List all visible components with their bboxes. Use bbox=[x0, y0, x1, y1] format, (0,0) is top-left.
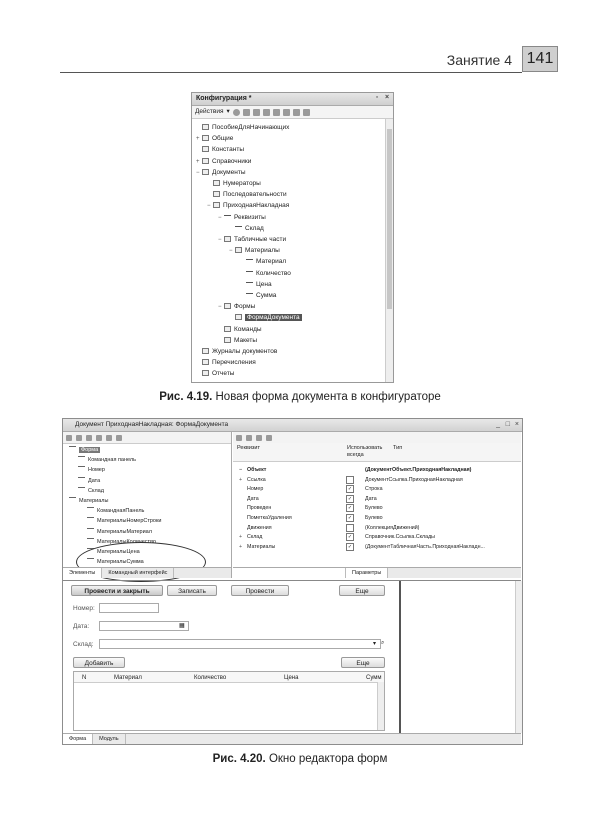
form-scrollbar[interactable] bbox=[515, 581, 522, 733]
element-icon bbox=[78, 477, 85, 481]
element-item[interactable] bbox=[78, 477, 100, 486]
tree-item-label: ПриходнаяНакладная bbox=[223, 202, 290, 210]
edit-icon[interactable] bbox=[76, 435, 82, 441]
tree-item[interactable] bbox=[240, 256, 286, 267]
caption-label: Рис. 4.19. bbox=[159, 391, 213, 403]
attribute-type: ДокументСсылка.ПриходнаяНакладная bbox=[365, 476, 463, 483]
object-icon bbox=[202, 124, 209, 130]
attribute-name-cell bbox=[239, 476, 266, 486]
element-item[interactable] bbox=[87, 517, 161, 526]
tree-item[interactable] bbox=[240, 279, 272, 290]
attribute-name-cell bbox=[239, 504, 271, 514]
use-always-cell bbox=[337, 514, 363, 524]
attribute-type: (ДокументОбъект.ПриходнаяНакладная) bbox=[365, 467, 472, 473]
object-icon bbox=[235, 314, 242, 320]
attribute-name: Материалы bbox=[247, 543, 276, 550]
object-icon bbox=[213, 180, 220, 186]
tree-item-label: Общие bbox=[212, 135, 234, 143]
element-item[interactable] bbox=[78, 456, 136, 465]
form-preview-pane bbox=[63, 580, 521, 744]
object-icon bbox=[202, 146, 209, 152]
attribute-name-cell bbox=[239, 514, 292, 524]
tree-item-label: Справочники bbox=[212, 157, 252, 165]
tree-item[interactable] bbox=[218, 234, 286, 245]
minimize-icon[interactable]: _ bbox=[496, 421, 500, 428]
close-icon[interactable]: × bbox=[514, 421, 519, 428]
object-icon bbox=[213, 191, 220, 197]
add-icon[interactable] bbox=[66, 435, 72, 441]
attribute-icon bbox=[246, 271, 253, 274]
use-always-cell bbox=[337, 495, 363, 505]
configuration-toolbar bbox=[192, 106, 393, 119]
post-button[interactable]: Провести bbox=[231, 585, 289, 596]
date-label: Дата: bbox=[73, 623, 90, 630]
sort-icon[interactable] bbox=[293, 109, 300, 116]
attribute-name-cell bbox=[239, 533, 262, 543]
object-icon bbox=[202, 158, 209, 164]
header-rule bbox=[60, 72, 522, 73]
tree-item-label: Константы bbox=[212, 146, 244, 154]
tree-item-label: Журналы документов bbox=[212, 348, 278, 355]
tree-item[interactable] bbox=[218, 212, 266, 223]
object-icon bbox=[224, 337, 231, 343]
element-label: Дата bbox=[88, 477, 101, 484]
add-icon[interactable] bbox=[236, 435, 242, 441]
module-tabs bbox=[63, 733, 521, 744]
expand-toggle-icon[interactable]: + bbox=[239, 543, 243, 550]
page-header bbox=[60, 46, 560, 74]
number-field[interactable] bbox=[99, 603, 159, 613]
tree-item[interactable] bbox=[229, 312, 302, 323]
tree-item[interactable] bbox=[229, 245, 280, 256]
tree-item-label: Команды bbox=[234, 325, 262, 333]
attribute-row[interactable] bbox=[233, 543, 521, 553]
element-icon bbox=[87, 528, 94, 532]
element-label: Форма bbox=[81, 447, 99, 453]
use-always-checkbox[interactable]: ✓ bbox=[347, 543, 353, 550]
attribute-row[interactable] bbox=[233, 466, 521, 476]
attribute-icon bbox=[246, 293, 253, 296]
tree-item[interactable] bbox=[196, 368, 234, 379]
configuration-title-bar bbox=[192, 93, 393, 106]
use-always-checkbox[interactable]: ✓ bbox=[347, 515, 353, 521]
tree-item-label: Материал bbox=[256, 258, 287, 266]
tree-item[interactable] bbox=[207, 178, 261, 189]
number-label: Номер: bbox=[73, 605, 95, 612]
attribute-name: Проведен bbox=[247, 505, 272, 512]
element-icon bbox=[87, 507, 94, 511]
column-material: Материал bbox=[114, 675, 142, 681]
element-icon bbox=[78, 466, 85, 470]
tree-item-label: Количество bbox=[256, 269, 291, 277]
object-icon bbox=[224, 326, 231, 332]
use-always-checkbox[interactable]: ✓ bbox=[347, 486, 353, 493]
tree-item[interactable] bbox=[196, 346, 277, 357]
tree-item-label: Материалы bbox=[245, 247, 280, 255]
elements-tabs bbox=[63, 567, 231, 578]
attribute-row[interactable] bbox=[233, 485, 521, 495]
element-item[interactable] bbox=[87, 507, 144, 516]
attributes-pane bbox=[233, 432, 521, 578]
attribute-icon bbox=[246, 259, 253, 262]
actions-menu[interactable]: Действия bbox=[195, 108, 224, 115]
attribute-name: Объект bbox=[247, 467, 267, 473]
tree-item-label: Макеты bbox=[234, 336, 258, 344]
add-row-button[interactable]: Добавить bbox=[73, 657, 125, 668]
element-icon bbox=[87, 538, 94, 542]
menu-icon[interactable] bbox=[116, 435, 122, 441]
use-always-cell bbox=[337, 533, 363, 543]
expand-toggle-icon[interactable]: + bbox=[239, 476, 243, 483]
element-item[interactable] bbox=[69, 497, 108, 506]
attribute-name: Ссылка bbox=[247, 476, 266, 483]
attribute-type: Булево bbox=[365, 505, 383, 512]
tree-item[interactable] bbox=[218, 335, 257, 346]
tree-item-label: Склад bbox=[245, 224, 264, 232]
tree-item[interactable] bbox=[207, 189, 287, 200]
form-editor-title: Документ ПриходнаяНакладная: ФормаДокумента bbox=[75, 421, 229, 428]
tree-item[interactable] bbox=[196, 156, 251, 167]
tree-item[interactable] bbox=[196, 167, 246, 178]
tree-item[interactable] bbox=[196, 133, 233, 144]
tree-item-label: Документы bbox=[212, 168, 246, 176]
object-icon bbox=[202, 348, 209, 354]
figure-caption-4-20 bbox=[0, 753, 600, 765]
tree-item[interactable] bbox=[196, 122, 289, 133]
tree-item[interactable] bbox=[207, 200, 289, 211]
elements-toolbar bbox=[63, 432, 231, 444]
use-always-checkbox[interactable] bbox=[346, 476, 354, 484]
write-button[interactable]: Записать bbox=[167, 585, 217, 596]
dropdown-icon[interactable]: ▾ bbox=[226, 108, 230, 115]
expand-toggle-icon[interactable]: + bbox=[239, 534, 243, 541]
attribute-row[interactable] bbox=[233, 533, 521, 543]
expand-toggle-icon[interactable]: − bbox=[218, 304, 222, 311]
attribute-name: Движения bbox=[247, 524, 272, 531]
configuration-window bbox=[191, 92, 394, 383]
element-label: Командная панель bbox=[88, 457, 136, 464]
more-button-table[interactable]: Еще bbox=[341, 657, 385, 668]
element-label: МатериалыМатериал bbox=[97, 528, 152, 535]
use-always-checkbox[interactable] bbox=[346, 524, 354, 532]
tree-item-label: Перечисления bbox=[212, 359, 256, 367]
object-icon bbox=[202, 169, 209, 175]
delete-icon[interactable] bbox=[266, 435, 272, 441]
attributes-header bbox=[233, 443, 521, 462]
tree-item[interactable] bbox=[229, 223, 264, 234]
column-n: N bbox=[82, 675, 87, 681]
edit-icon[interactable] bbox=[256, 435, 262, 441]
tree-item-label: Сумма bbox=[256, 292, 277, 299]
lesson-title: Занятие 4 bbox=[446, 52, 512, 68]
attribute-name-cell bbox=[239, 495, 259, 505]
post-and-close-button[interactable]: Провести и закрыть bbox=[71, 585, 163, 596]
warehouse-field[interactable] bbox=[99, 639, 381, 649]
expand-toggle-icon[interactable]: − bbox=[239, 467, 243, 473]
maximize-icon[interactable]: □ bbox=[505, 421, 510, 428]
element-item[interactable] bbox=[78, 466, 105, 475]
tree-item-label: ФормаДокумента bbox=[247, 314, 300, 322]
element-item[interactable] bbox=[69, 446, 100, 455]
column-price: Цена bbox=[284, 675, 299, 681]
element-label: КоманднаяПанель bbox=[97, 508, 145, 515]
tree-item[interactable] bbox=[240, 268, 291, 279]
attribute-type: Строка bbox=[365, 486, 383, 493]
tree-item[interactable] bbox=[218, 324, 262, 335]
tree-item-label: Нумераторы bbox=[223, 180, 261, 187]
use-always-cell bbox=[337, 524, 363, 534]
expand-toggle-icon[interactable]: − bbox=[218, 214, 222, 221]
attribute-icon bbox=[235, 226, 242, 229]
vertical-scrollbar[interactable] bbox=[385, 119, 393, 382]
tree-item-label: ПособиеДляНачинающих bbox=[212, 124, 290, 131]
use-always-cell bbox=[337, 476, 363, 486]
delete-icon[interactable] bbox=[86, 435, 92, 441]
configuration-title: Конфигурация * bbox=[196, 95, 252, 102]
tree-item[interactable] bbox=[218, 301, 255, 312]
attributes-tabs bbox=[233, 567, 521, 578]
attribute-name: Номер bbox=[247, 486, 264, 493]
add-icon[interactable] bbox=[233, 109, 240, 116]
expand-toggle-icon[interactable]: + bbox=[196, 136, 200, 143]
element-label: МатериалыНомерСтроки bbox=[97, 518, 162, 525]
tab-elements[interactable]: Элементы bbox=[63, 568, 102, 578]
use-always-cell bbox=[337, 543, 363, 553]
tree-item-label: Отчеты bbox=[212, 370, 235, 378]
caption-text: Окно редактора форм bbox=[268, 753, 388, 765]
tree-item-label: Реквизиты bbox=[234, 213, 266, 221]
copy-icon[interactable] bbox=[253, 109, 260, 116]
tree-item[interactable] bbox=[240, 290, 276, 301]
attribute-name-cell bbox=[239, 485, 263, 495]
element-item[interactable] bbox=[87, 528, 152, 537]
attribute-name: ПометкаУдаления bbox=[247, 515, 292, 521]
expand-toggle-icon[interactable]: + bbox=[196, 158, 200, 165]
move-up-icon[interactable] bbox=[96, 435, 102, 441]
element-label: Материалы bbox=[79, 498, 109, 504]
attribute-type: (КоллекцияДвижений) bbox=[365, 524, 420, 531]
object-icon bbox=[213, 202, 220, 208]
tab-module[interactable]: Модуль bbox=[93, 734, 126, 744]
attribute-row[interactable] bbox=[233, 524, 521, 534]
element-icon bbox=[78, 456, 85, 460]
element-icon bbox=[78, 487, 85, 491]
object-icon bbox=[224, 236, 231, 242]
caption-text: Новая форма документа в конфигураторе bbox=[215, 391, 441, 403]
column-quantity: Количество bbox=[194, 675, 227, 681]
attribute-row[interactable] bbox=[233, 495, 521, 505]
object-icon bbox=[235, 247, 242, 253]
more-button[interactable]: Еще bbox=[339, 585, 385, 596]
object-icon bbox=[202, 359, 209, 365]
copy-icon[interactable] bbox=[246, 435, 252, 441]
date-field[interactable] bbox=[99, 621, 189, 631]
use-always-checkbox[interactable]: ✓ bbox=[347, 495, 353, 502]
close-icon[interactable]: × bbox=[384, 94, 390, 101]
tree-item-label: Последовательности bbox=[223, 191, 287, 199]
form-preview bbox=[63, 581, 401, 733]
calendar-icon[interactable]: ▦ bbox=[179, 623, 185, 629]
dropdown-icon[interactable]: ▾ bbox=[373, 641, 377, 647]
attribute-icon bbox=[224, 215, 231, 218]
object-icon bbox=[202, 370, 209, 376]
object-icon bbox=[202, 135, 209, 141]
header-use-always: Использовать всегда bbox=[347, 445, 383, 458]
tree-item-label: Табличные части bbox=[234, 236, 287, 243]
header-type: Тип bbox=[393, 445, 403, 451]
attribute-row[interactable] bbox=[233, 504, 521, 514]
expand-toggle-icon[interactable]: − bbox=[218, 237, 222, 243]
scrollbar-thumb[interactable] bbox=[387, 129, 392, 309]
expand-toggle-icon[interactable]: − bbox=[229, 248, 233, 255]
use-always-checkbox[interactable]: ✓ bbox=[347, 534, 353, 541]
edit-icon[interactable] bbox=[243, 109, 250, 116]
header-attribute: Реквизит bbox=[237, 445, 260, 451]
tree-item-label: Цена bbox=[256, 280, 272, 288]
delete-icon[interactable] bbox=[263, 109, 270, 116]
object-icon bbox=[224, 303, 231, 309]
element-label: МатериалыСумма bbox=[97, 559, 144, 566]
find-icon[interactable] bbox=[303, 109, 310, 116]
page-number: 141 bbox=[522, 46, 558, 72]
tree-item[interactable] bbox=[196, 144, 244, 155]
expand-toggle-icon[interactable]: − bbox=[196, 169, 200, 176]
column-sum: Сумм bbox=[366, 675, 382, 681]
tab-parameters[interactable]: Параметры bbox=[346, 568, 388, 578]
element-item[interactable] bbox=[78, 487, 104, 496]
element-icon bbox=[87, 517, 94, 521]
elements-pane bbox=[63, 432, 232, 578]
move-down-icon[interactable] bbox=[283, 109, 290, 116]
tree-item-label: Формы bbox=[234, 303, 256, 311]
form-editor-window bbox=[62, 418, 523, 745]
attributes-tab-spacer bbox=[233, 568, 346, 578]
expand-toggle-icon[interactable]: − bbox=[207, 203, 211, 210]
attribute-icon bbox=[246, 282, 253, 285]
attribute-name-cell bbox=[239, 543, 275, 553]
element-icon bbox=[69, 497, 76, 501]
attribute-type: (ДокументТабличнаяЧасть.ПриходнаяНакладн... bbox=[365, 543, 485, 550]
attribute-type: Справочник.Ссылка.Склады bbox=[365, 534, 435, 541]
attribute-row[interactable] bbox=[233, 476, 521, 486]
use-always-cell bbox=[337, 504, 363, 514]
attribute-type: Булево bbox=[365, 515, 383, 521]
use-always-checkbox[interactable]: ✓ bbox=[347, 505, 353, 512]
attribute-name-cell bbox=[239, 524, 272, 534]
form-editor-title-bar bbox=[63, 419, 522, 432]
tab-form[interactable]: Форма bbox=[63, 734, 93, 744]
tab-command-interface[interactable]: Командный интерфейс bbox=[102, 568, 174, 578]
element-label: Склад bbox=[88, 487, 104, 494]
element-label: МатериалыКоличество bbox=[97, 538, 156, 545]
move-down-icon[interactable] bbox=[106, 435, 112, 441]
element-icon bbox=[69, 446, 76, 450]
open-icon[interactable]: ⌕ bbox=[381, 640, 385, 646]
use-always-cell bbox=[337, 485, 363, 495]
element-label: МатериалыЦена bbox=[97, 549, 140, 555]
attribute-name: Склад bbox=[247, 534, 263, 541]
figure-caption-4-19 bbox=[0, 391, 600, 403]
caption-label: Рис. 4.20. bbox=[212, 753, 266, 765]
table-scrollbar[interactable] bbox=[377, 682, 384, 730]
attribute-type: Дата bbox=[365, 495, 377, 502]
attribute-name: Дата bbox=[247, 495, 259, 502]
tree-item[interactable] bbox=[196, 357, 256, 368]
element-label: Номер bbox=[88, 467, 105, 474]
attribute-name-cell bbox=[239, 466, 266, 476]
attribute-row[interactable] bbox=[233, 514, 521, 524]
move-up-icon[interactable] bbox=[273, 109, 280, 116]
pin-icon[interactable]: ▫ bbox=[375, 94, 379, 101]
warehouse-label: Склад: bbox=[73, 641, 94, 648]
materials-table-body[interactable] bbox=[73, 682, 385, 731]
